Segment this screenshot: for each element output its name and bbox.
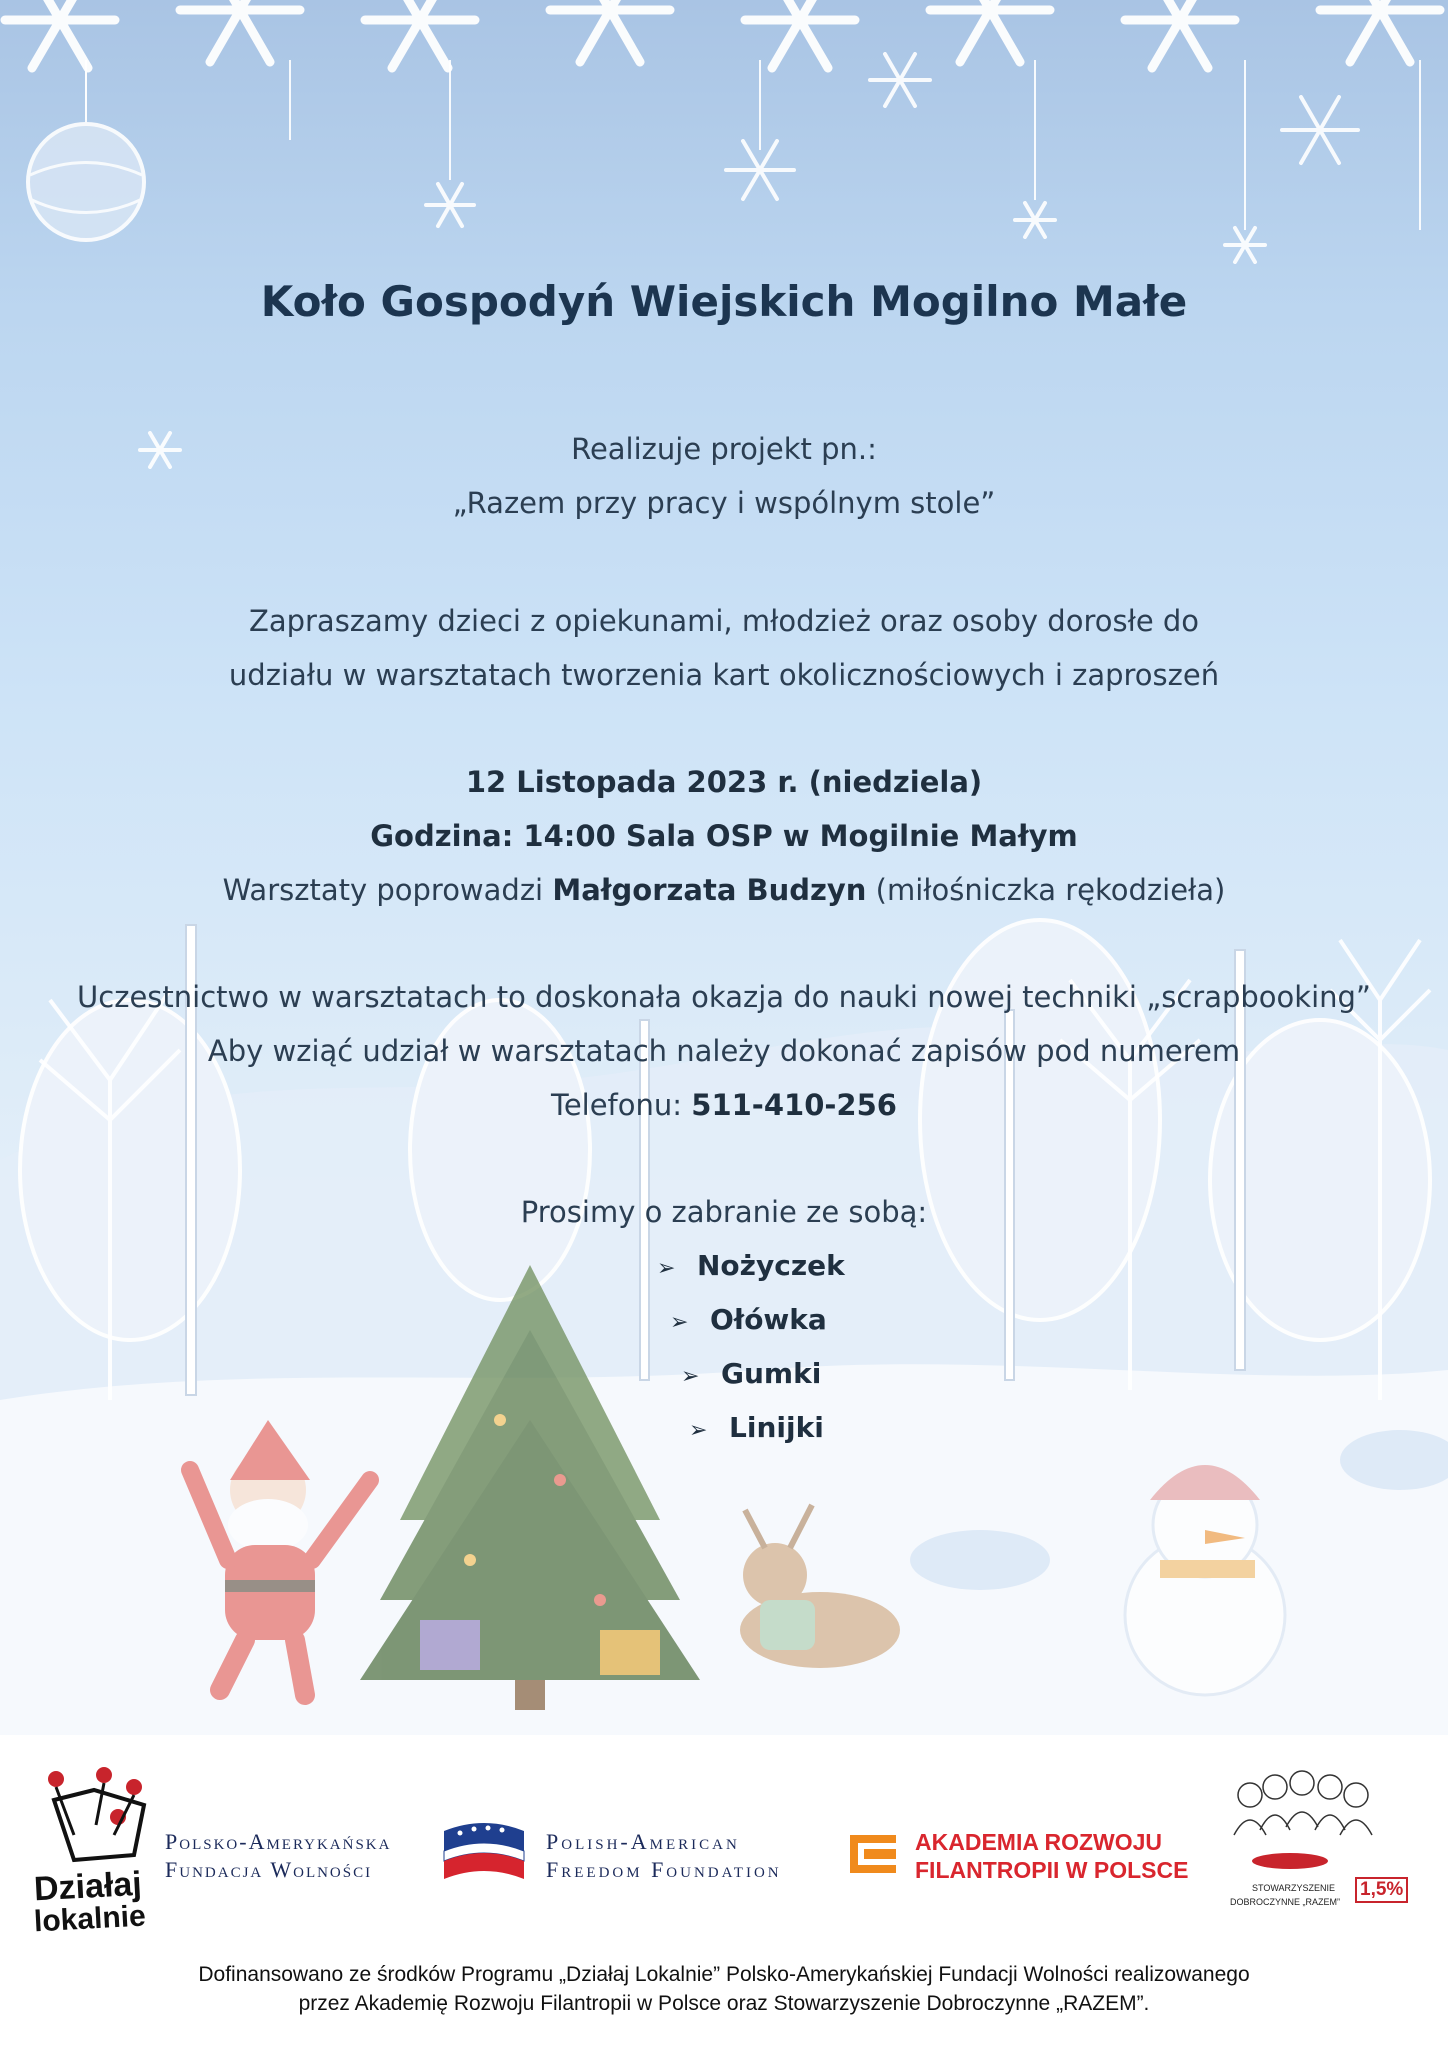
arrow-bullet-icon: ➢ <box>689 1418 708 1443</box>
paff-name: Polish-American Freedom Foundation <box>546 1829 782 1882</box>
razem-logo <box>1220 1765 1420 1935</box>
razem-line1: STOWARZYSZENIE <box>1251 1883 1335 1893</box>
phone-line <box>0 1088 1448 1122</box>
phone-number: 511-410-256 <box>691 1088 897 1122</box>
footer-line-1: Dofinansowano ze środków Programu „Działaj Lokalnie” Polsko-Amerykańskiej Fundacji Wolności realizowanego <box>198 1963 1250 1986</box>
arrow-bullet-icon: ➢ <box>670 1310 689 1335</box>
people-group-icon <box>1220 1765 1395 1885</box>
flag-shield-icon <box>440 1821 528 1883</box>
invite-line-1: Zapraszamy dzieci z opiekunami, młodzież oraz osoby dorosłe do <box>248 604 1200 638</box>
arrow-bullet-icon: ➢ <box>681 1364 700 1389</box>
project-name: „Razem przy pracy i wspólnym stole” <box>452 486 996 520</box>
dzialaj-lokalnie-logo <box>33 1765 164 1939</box>
host-line <box>0 873 1448 907</box>
opportunity-line: Uczestnictwo w warsztatach to doskonała okazja do nauki nowej techniki „scrapbooking” <box>77 980 1371 1014</box>
pafw-name: Polsko-Amerykańska Fundacja Wolności <box>165 1829 392 1882</box>
list-item: ➢ Linijki <box>689 1411 824 1444</box>
bring-label: Prosimy o zabranie ze sobą: <box>520 1195 928 1229</box>
signup-line: Aby wziąć udział w warsztatach należy dokonać zapisów pod numerem <box>207 1034 1241 1068</box>
list-item: ➢ Nożyczek <box>657 1249 845 1282</box>
list-item: ➢ Gumki <box>681 1357 822 1390</box>
arfp-name: AKADEMIA ROZWOJU FILANTROPII W POLSCE <box>915 1829 1189 1883</box>
project-intro: Realizuje projekt pn.: <box>571 432 877 466</box>
host-prefix: Warsztaty poprowadzi <box>222 873 553 907</box>
list-item: ➢ Ołówka <box>670 1303 827 1336</box>
razem-percent-badge: 1,5% <box>1355 1877 1408 1903</box>
host-name: Małgorzata Budzyn <box>552 873 867 907</box>
invite-line-2: udziału w warsztatach tworzenia kart okolicznościowych i zaproszeń <box>228 658 1220 692</box>
phone-label: Telefonu: <box>551 1088 692 1122</box>
razem-line2: DOBROCZYNNE „RAZEM” <box>1230 1897 1340 1907</box>
dzialaj-text: Działaj <box>33 1864 143 1909</box>
hanging-snowflakes <box>86 60 1420 230</box>
arfp-logo-icon <box>846 1831 900 1877</box>
sponsor-bar <box>0 1735 1448 2048</box>
small-snowflake-icons <box>140 54 1358 467</box>
lokalnie-text: lokalnie <box>33 1899 147 1939</box>
event-time-place: Godzina: 14:00 Sala OSP w Mogilnie Małym <box>370 819 1078 853</box>
arrow-bullet-icon: ➢ <box>657 1256 676 1281</box>
host-suffix: (miłośniczka rękodzieła) <box>866 873 1226 907</box>
flower-icon <box>34 1765 164 1865</box>
page-title: Koło Gospodyń Wiejskich Mogilno Małe <box>260 277 1188 326</box>
footer-line-2: przez Akademię Rozwoju Filantropii w Polsce oraz Stowarzyszenie Dobroczynne „RAZEM”. <box>298 1992 1150 2015</box>
ornament-icon <box>28 60 144 240</box>
event-date: 12 Listopada 2023 r. (niedziela) <box>465 765 983 799</box>
snowflake-icon <box>5 0 1440 68</box>
